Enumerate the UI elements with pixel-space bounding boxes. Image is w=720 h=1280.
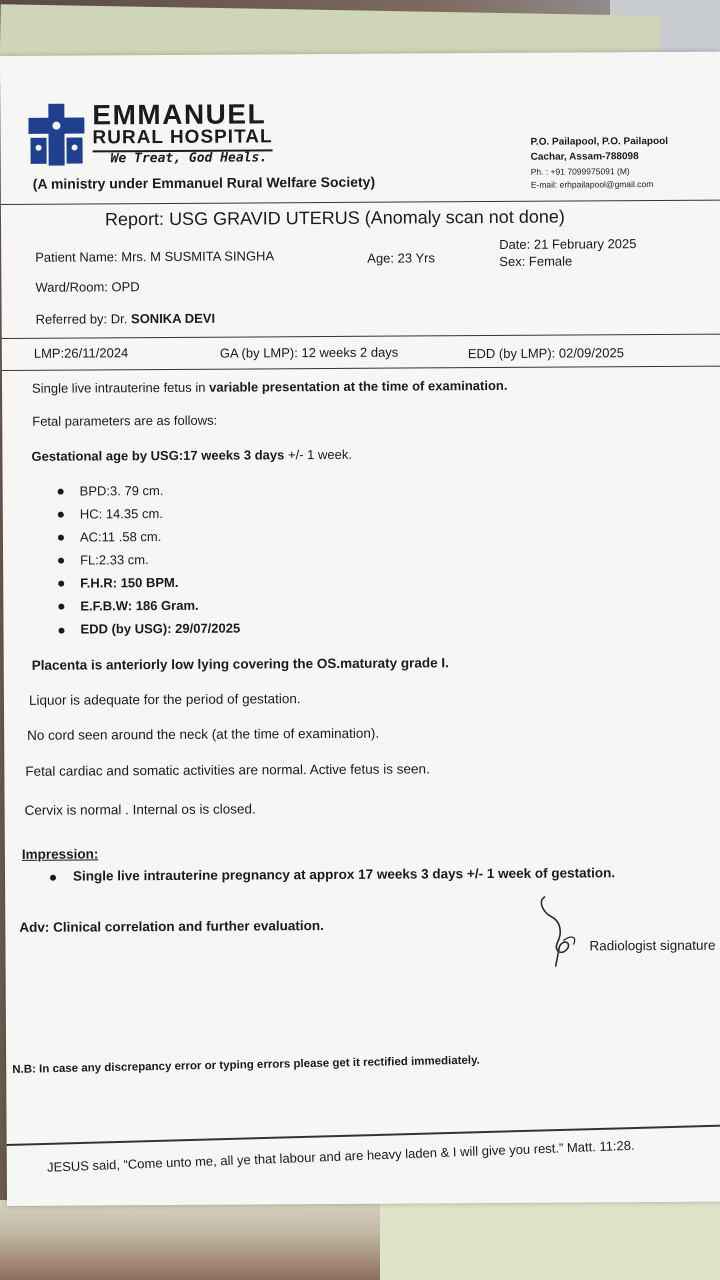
- referred-doctor: SONIKA DEVI: [130, 310, 216, 327]
- param-fhr: F.H.R: 150 BPM.: [80, 574, 179, 591]
- bullet-dot: [58, 628, 64, 634]
- ga-by-usg-range: +/- 1 week.: [287, 446, 352, 463]
- bullet-dot: [58, 535, 64, 541]
- ward-room: Ward/Room: OPD: [35, 279, 140, 295]
- footer-verse: JESUS said, “Come unto me, all ye that labour and are heavy laden & I will give you rest.” Matt. 11:28.: [46, 1137, 635, 1175]
- patient-name: Patient Name: Mrs. M SUSMITA SINGHA: [35, 248, 275, 265]
- ministry-line: (A ministry under Emmanuel Rural Welfare Society): [32, 173, 376, 192]
- bullet-dot: [58, 558, 64, 564]
- info-divider-bottom: [2, 366, 720, 371]
- ga-by-usg: [31, 447, 352, 464]
- radiologist-signature-label: Radiologist signature: [589, 937, 716, 954]
- report-page: [0, 52, 720, 1206]
- patient-age: Age: 23 Yrs: [367, 250, 435, 266]
- params-intro: Fetal parameters are as follows:: [32, 412, 218, 429]
- bullet-dot: [50, 875, 56, 881]
- impression-text: Single live intrauterine pregnancy at approx 17 weeks 3 days +/- 1 week of gestation.: [72, 865, 616, 884]
- bullet-dot: [58, 512, 64, 518]
- hospital-subname: RURAL HOSPITAL: [92, 126, 272, 152]
- hospital-tagline: We Treat, God Heals.: [110, 150, 268, 167]
- radiologist-signature-icon: [533, 890, 593, 970]
- param-efbw: E.F.B.W: 186 Gram.: [80, 597, 199, 614]
- bullet-dot: [58, 604, 64, 610]
- referred-label: Referred by: Dr.: [35, 311, 128, 327]
- bullet-dot: [58, 581, 64, 587]
- referred-by: [36, 311, 216, 327]
- ga-by-usg-value: Gestational age by USG:17 weeks 3 days: [31, 447, 285, 464]
- param-ac: AC:11 .58 cm.: [79, 529, 162, 545]
- advice-text: Adv: Clinical correlation and further evaluation.: [19, 918, 324, 935]
- fetus-statement: [32, 378, 508, 396]
- fetus-statement-prefix: Single live intrauterine fetus in: [31, 379, 206, 396]
- address-line-1: P.O. Pailapool, P.O. Pailapool: [530, 135, 669, 148]
- placenta-finding: Placenta is anteriorly low lying covering the OS.maturaty grade I.: [31, 655, 449, 673]
- report-title: Report: USG GRAVID UTERUS (Anomaly scan not done): [104, 206, 565, 230]
- patient-sex: Sex: Female: [499, 253, 573, 269]
- lmp-value: LMP:26/11/2024: [33, 345, 129, 361]
- report-date: Date: 21 February 2025: [499, 236, 637, 252]
- cervix-finding: Cervix is normal . Internal os is closed.: [24, 801, 256, 818]
- nb-note: N.B: In case any discrepancy error or typing errors please get it rectified immediately.: [12, 1054, 480, 1076]
- liquor-finding: Liquor is adequate for the period of gestation.: [28, 691, 301, 708]
- bullet-dot: [58, 489, 64, 495]
- edd-by-lmp: EDD (by LMP): 02/09/2025: [467, 345, 624, 362]
- fetus-presentation: variable presentation at the time of examination.: [209, 377, 508, 395]
- param-hc: HC: 14.35 cm.: [79, 506, 163, 522]
- email-line: E-mail: erhpailapool@gmail.com: [530, 179, 654, 190]
- param-bpd: BPD:3. 79 cm.: [79, 483, 164, 499]
- address-line-2: Cachar, Assam-788098: [530, 151, 639, 163]
- phone-line: Ph. : +91 7099975091 (M): [530, 166, 630, 177]
- param-edd-usg: EDD (by USG): 29/07/2025: [80, 620, 241, 637]
- info-divider-top: [2, 334, 720, 339]
- hospital-name: EMMANUEL: [92, 98, 267, 131]
- hospital-cross-logo-icon: [28, 103, 84, 165]
- ga-by-lmp: GA (by LMP): 12 weeks 2 days: [219, 344, 399, 361]
- header-divider: [1, 200, 720, 205]
- cardiac-finding: Fetal cardiac and somatic activities are normal. Active fetus is seen.: [25, 761, 430, 779]
- param-fl: FL:2.33 cm.: [80, 552, 149, 568]
- cord-finding: No cord seen around the neck (at the time of examination).: [27, 725, 380, 743]
- impression-heading: Impression:: [21, 846, 99, 862]
